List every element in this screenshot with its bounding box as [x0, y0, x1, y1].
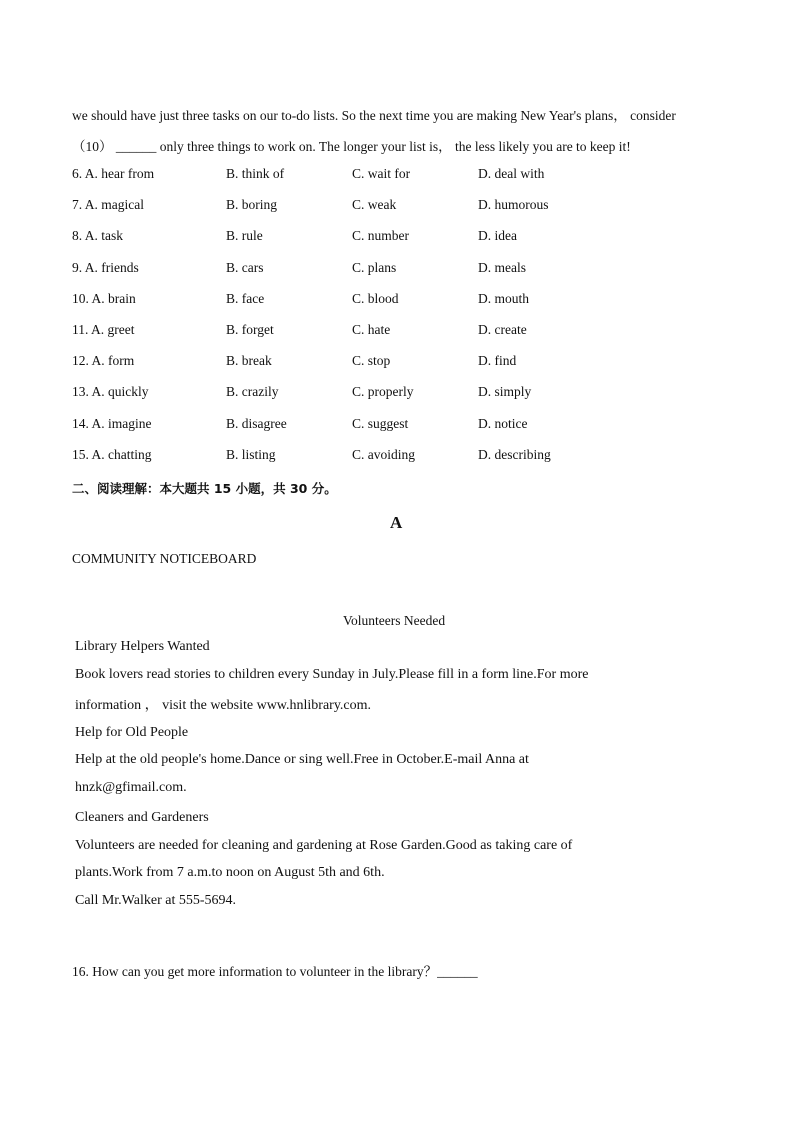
cleaners-text-2: plants.Work from 7 a.m.to noon on August 5th and 6th. — [75, 865, 385, 880]
library-text-1: Book lovers read stories to children every Sunday in July.Please fill in a form line.For more — [75, 667, 589, 682]
option-d: D. meals — [478, 260, 526, 275]
option-b: B. cars — [226, 260, 264, 275]
passage-line-2: （10） ______ only three things to work on. The longer your list is， the less likely you are to keep it! — [72, 139, 631, 154]
option-b: B. boring — [226, 197, 278, 212]
option-c: C. hate — [352, 322, 391, 337]
option-d: D. deal with — [478, 166, 545, 181]
option-d: D. describing — [478, 447, 551, 462]
option-b: B. rule — [226, 228, 263, 243]
option-d: D. idea — [478, 228, 517, 243]
option-c: C. properly — [352, 384, 414, 399]
option-a: 14. A. imagine — [72, 416, 152, 431]
option-c: C. wait for — [352, 166, 411, 181]
option-c: C. number — [352, 228, 409, 243]
option-b: B. forget — [226, 322, 274, 337]
question-16: 16. How can you get more information to volunteer in the library？______ — [72, 964, 478, 979]
option-b: B. crazily — [226, 384, 279, 399]
option-a: 11. A. greet — [72, 322, 135, 337]
option-c: C. plans — [352, 260, 397, 275]
option-b: B. break — [226, 353, 272, 368]
old-people-text-1: Help at the old people's home.Dance or sing well.Free in October.E-mail Anna at — [75, 752, 529, 767]
cleaners-text-1: Volunteers are needed for cleaning and gardening at Rose Garden.Good as taking care of — [75, 838, 573, 853]
option-a: 13. A. quickly — [72, 384, 149, 399]
option-d: D. find — [478, 353, 517, 368]
option-c: C. stop — [352, 353, 391, 368]
notice-subtitle: Volunteers Needed — [343, 613, 446, 628]
option-a: 9. A. friends — [72, 260, 139, 275]
option-b: B. face — [226, 291, 265, 306]
option-a: 15. A. chatting — [72, 447, 152, 462]
option-b: B. think of — [226, 166, 285, 181]
passage-line-1: we should have just three tasks on our to-do lists. So the next time you are making New Year's plans， consider — [72, 108, 676, 123]
library-text-2: information ， visit the website www.hnlibrary.com. — [75, 698, 372, 713]
option-a: 7. A. magical — [72, 197, 144, 212]
option-d: D. humorous — [478, 197, 549, 212]
option-d: D. create — [478, 322, 527, 337]
option-c: C. blood — [352, 291, 399, 306]
option-d: D. simply — [478, 384, 532, 399]
section-heading: 二、阅读理解：本大题共 15 小题，共 30 分。 — [72, 481, 337, 496]
option-c: C. avoiding — [352, 447, 415, 462]
section-letter: A — [390, 513, 403, 532]
option-c: C. weak — [352, 197, 397, 212]
cleaners-title: Cleaners and Gardeners — [75, 810, 209, 825]
option-d: D. notice — [478, 416, 528, 431]
option-a: 10. A. brain — [72, 291, 136, 306]
noticeboard-title: COMMUNITY NOTICEBOARD — [72, 551, 257, 566]
option-d: D. mouth — [478, 291, 530, 306]
old-people-text-2: hnzk@gfimail.com. — [75, 780, 187, 795]
option-a: 12. A. form — [72, 353, 135, 368]
option-a: 8. A. task — [72, 228, 124, 243]
library-title: Library Helpers Wanted — [75, 639, 210, 654]
option-a: 6. A. hear from — [72, 166, 155, 181]
option-c: C. suggest — [352, 416, 409, 431]
option-b: B. disagree — [226, 416, 287, 431]
old-people-title: Help for Old People — [75, 725, 189, 740]
option-b: B. listing — [226, 447, 276, 462]
cleaners-text-3: Call Mr.Walker at 555-5694. — [75, 893, 237, 908]
